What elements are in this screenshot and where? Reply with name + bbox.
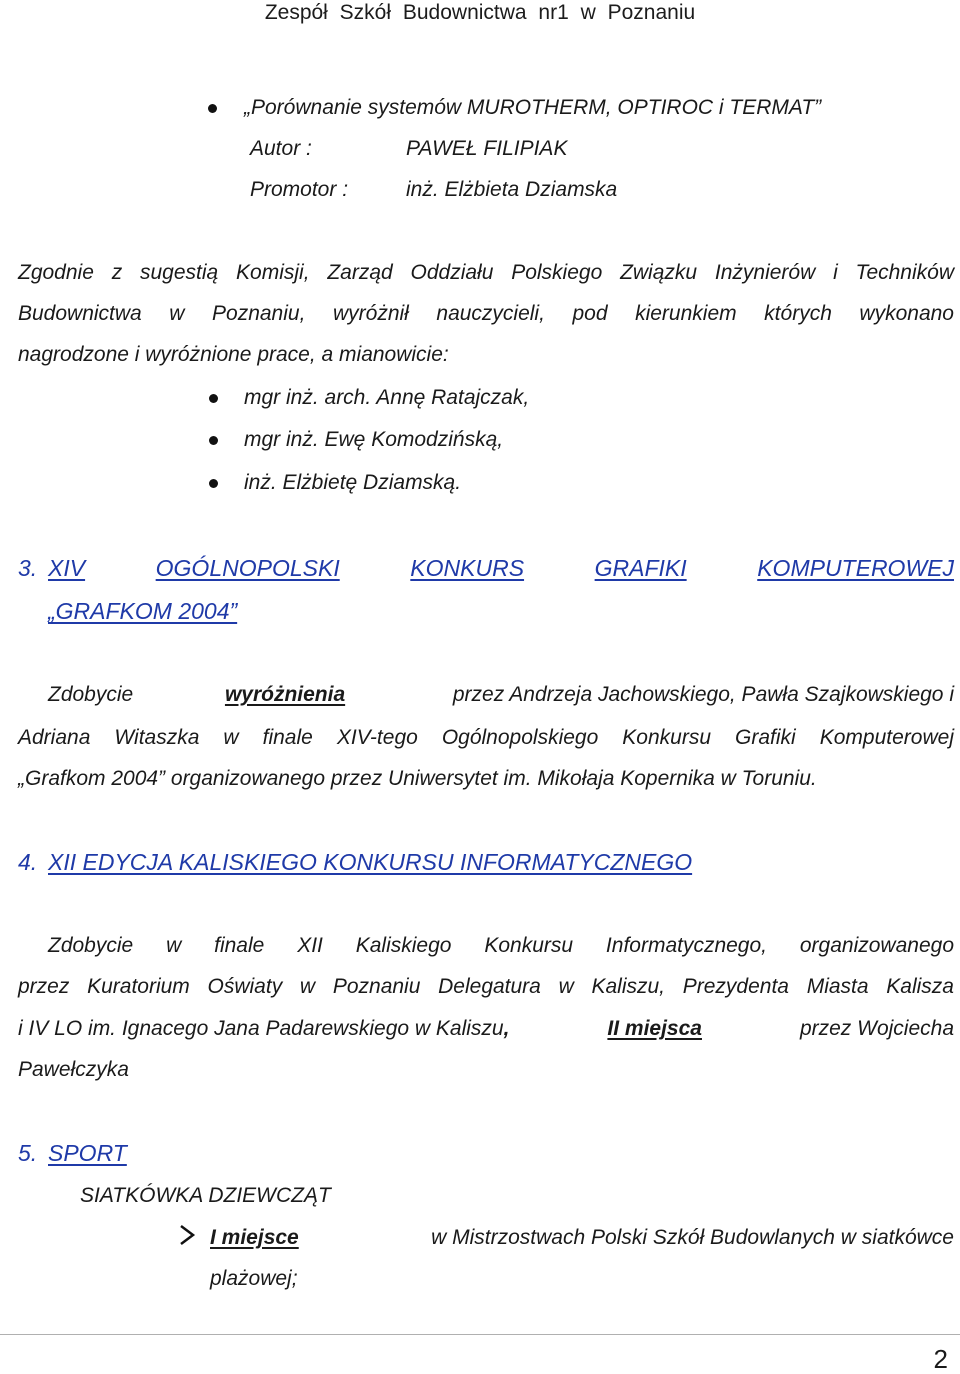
paragraph-line	[48, 682, 954, 708]
thesis-title: „Porównanie systemów MUROTHERM, OPTIROC i TERMAT”	[244, 96, 822, 119]
section-heading: SPORT	[48, 1140, 127, 1166]
section-number: 3.	[18, 555, 38, 581]
emphasis-text: II miejsca	[607, 1017, 702, 1040]
paragraph-line: Budownictwa w Poznaniu, wyróżnił nauczycieli, pod kierunkiem których wykonano	[18, 302, 954, 325]
paragraph-line: Adriana Witaszka w finale XIV-tego Ogólnopolskiego Konkursu Grafiki Komputerowej	[18, 726, 954, 749]
paragraph-line: przez Kuratorium Oświaty w Poznaniu Delegatura w Kaliszu, Prezydenta Miasta Kalisza	[18, 975, 954, 998]
paragraph-line: „Grafkom 2004” organizowanego przez Uniwersytet im. Mikołaja Kopernika w Toruniu.	[18, 767, 817, 790]
heading-word: KOMPUTEROWEJ	[757, 555, 954, 581]
bullet-icon	[209, 394, 218, 403]
text-run	[18, 1016, 509, 1042]
autor-label: Autor :	[250, 137, 312, 160]
bullet-icon	[209, 436, 218, 445]
section-heading-continued: „GRAFKOM 2004”	[48, 598, 238, 624]
emphasis-text: I miejsce	[210, 1226, 299, 1249]
heading-word: OGÓLNOPOLSKI	[155, 555, 340, 581]
comma: ,	[503, 1017, 510, 1040]
emphasis-text: wyróżnienia	[224, 683, 346, 706]
subsection-heading: SIATKÓWKA DZIEWCZĄT	[80, 1184, 331, 1207]
footer-divider	[0, 1334, 960, 1335]
promotor-value: inż. Elżbieta Dziamska	[406, 178, 618, 201]
heading-word: XIV	[48, 555, 86, 581]
section-heading	[48, 555, 954, 581]
autor-value: PAWEŁ FILIPIAK	[406, 137, 568, 160]
paragraph-line: Zdobycie w finale XII Kaliskiego Konkursu Informatycznego, organizowanego	[48, 934, 954, 957]
list-item	[210, 1225, 954, 1251]
page-number: 2	[933, 1344, 948, 1374]
text-run: w Mistrzostwach Polski Szkół Budowlanych w siatkówce	[431, 1226, 954, 1249]
text-run: przez Wojciecha	[799, 1017, 954, 1040]
page-header: Zespół Szkół Budownictwa nr1 w Poznaniu	[264, 1, 696, 24]
bullet-icon	[209, 479, 218, 488]
teacher-list-item: mgr inż. arch. Annę Ratajczak,	[244, 386, 530, 409]
section-number: 5.	[18, 1140, 38, 1166]
list-item-continued: plażowej;	[210, 1267, 298, 1290]
text-run: przez Andrzeja Jachowskiego, Pawła Szajkowskiego i	[452, 683, 954, 706]
section-number: 4.	[18, 849, 38, 875]
bullet-icon	[208, 104, 217, 113]
text-run: i IV LO im. Ignacego Jana Padarewskiego w Kaliszu	[18, 1017, 504, 1040]
teacher-list-item: inż. Elżbietę Dziamską.	[244, 471, 462, 494]
promotor-label: Promotor :	[250, 178, 349, 201]
paragraph-line: Zgodnie z sugestią Komisji, Zarząd Oddziału Polskiego Związku Inżynierów i Techników	[18, 261, 954, 284]
teacher-list-item: mgr inż. Ewę Komodzińską,	[244, 428, 504, 451]
text-run: Zdobycie	[48, 683, 134, 706]
paragraph-line	[18, 1016, 954, 1042]
heading-word: GRAFIKI	[594, 555, 687, 581]
heading-word: KONKURS	[410, 555, 525, 581]
arrow-bullet-icon	[178, 1224, 196, 1246]
paragraph-line: nagrodzone i wyróżnione prace, a mianowicie:	[18, 343, 449, 366]
paragraph-line: Pawełczyka	[18, 1058, 129, 1081]
section-heading: XII EDYCJA KALISKIEGO KONKURSU INFORMATYCZNEGO	[48, 849, 693, 875]
